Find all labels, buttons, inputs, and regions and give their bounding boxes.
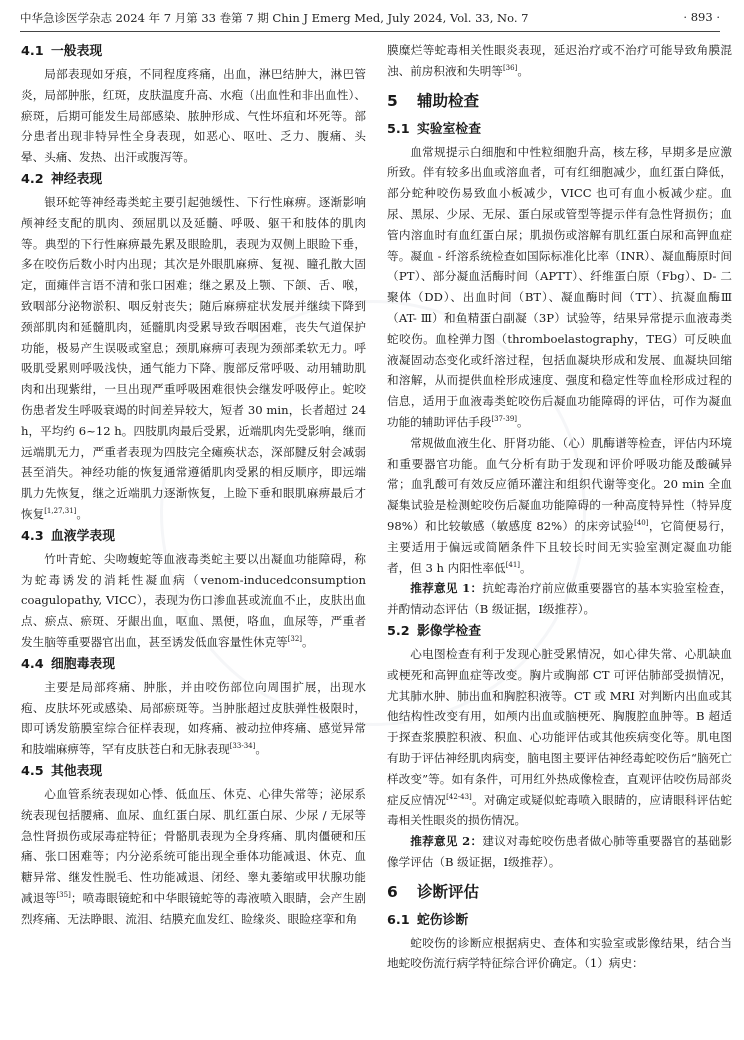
citation: [35]: [56, 890, 71, 899]
section-6-1-heading: 6.1 蛇伤诊断: [387, 912, 469, 928]
citation: [33-34]: [229, 742, 256, 751]
citation: [1,27,31]: [44, 506, 77, 515]
section-4-2-paragraph: 银环蛇等神经毒类蛇主要引起弛缓性、下行性麻痹。逐渐影响颅神经支配的肌肉、颈屈肌以及延髓、呼吸、躯干和肢体的肌肉等。典型的下行性麻痹最先累及眼睑肌，表现为双侧上眼睑下垂，多在咬伤后数小时内出现；其次是外眼肌麻痹、复视、瞳孔散大固定，面瘫伴言语不清和张口困难；继之累及上颚、下颌、舌、喉，致咽部分泌物淤积、咽反射丧失；随后麻痹症状发展并继续下降到颈部肌肉和延髓肌肉，延髓肌肉受累导致吞咽困难，丧失气道保护功能，极易产生误吸或窒息；颈肌麻痹可表现为颈部柔软无力。呼吸肌受累则呼吸浅快，通气能力下降、腹部反常呼吸、动用辅助肌肉和出现紫绀，一旦出现严重呼吸困难很快会继发呼吸停止。蛇咬伤患者发生呼吸衰竭的时间差异较大，短者 30 min，长者超过 24 h，平均约 6~12 h。四肢肌肉最后受累，近端肌肉先受影响，继而远端肌无力，严重者表现为四肢完全瘫痪状态，深部腱反射会减弱甚至消失。神经功能的恢复通常遵循肌肉受累的相反顺序，即远端肌力先恢复，继之近端肌力逐渐恢复，上睑下垂和眼肌麻痹最后才恢复[1,27,31]。: [21, 194, 366, 521]
section-4-3-heading: 4.3 血液学表现: [21, 528, 115, 544]
citation: [36]: [502, 63, 518, 72]
citation: [41]: [505, 560, 521, 569]
page-number: · 893 ·: [683, 10, 720, 24]
citation: [37-39]: [491, 414, 518, 423]
recommendation-1: 推荐意见 1：抗蛇毒治疗前应做重要器官的基本实验室检查，并酌情动态评估（B 级证据，Ⅰ级推荐）。: [387, 581, 732, 617]
right-column: [387, 40, 732, 974]
section-4-2-heading: 4.2 神经表现: [21, 171, 103, 187]
recommendation-2: 推荐意见 2：建议对毒蛇咬伤患者做心肺等重要器官的基础影像学评估（B 级证据，Ⅰ级推荐）。: [387, 834, 732, 869]
section-4-5-paragraph: 心血管系统表现如心悸、低血压、休克、心律失常等；泌尿系统表现包括腰痛、血尿、血红蛋白尿、肌红蛋白尿、少尿 / 无尿等急性肾损伤或尿毒症特征；骨骼肌表现为全身疼痛、肌肉僵硬和压痛、张口困难等；内分泌系统可能出现全垂体功能减退、休克、血糖异常、继发性脱毛、性功能减退、闭经、睾丸萎缩或甲状腺功能减退等[35]；喷毒眼镜蛇和中华眼镜蛇等的毒液喷入眼睛，会产生剧烈疼痛、无法睁眼、流泪、结膜充血发红、睑缘炎、眼睑痉挛和角: [21, 786, 366, 926]
section-5-1-paragraph-2: 常规做血液生化、肝肾功能、（心）肌酶谱等检查，评估内环境和重要器官功能。血气分析有助于发现和评价呼吸功能及酸碱异常；血乳酸可有效反应循环灌注和组织代谢等变化。20 min 全血凝集试验是检测蛇咬伤后凝血功能障碍的一种高度特异性（特异度 98%）和比较敏感（敏感度 82%）的床旁试验[40]，它简便易行，主要适用于偏远或简陋条件下且较长时间无实验室测定凝血功能者，但 3 h 内阳性率低[41]。: [387, 435, 732, 575]
section-6-heading: 6 诊断评估: [387, 882, 480, 901]
journal-line: 中华急诊医学杂志 2024 年 7 月第 33 卷第 7 期 Chin J Emerg Med, July 2024, Vol. 33, No. 7: [20, 11, 529, 25]
section-4-5-heading: 4.5 其他表现: [21, 763, 103, 779]
citation: [32]: [287, 634, 303, 643]
section-4-3-paragraph: 竹叶青蛇、尖吻蝮蛇等血液毒类蛇主要以出凝血功能障碍，称为蛇毒诱发的消耗性凝血病（venom-inducedconsumption coagulopathy, VICC），表现为伤口渗血甚或流血不止，皮肤出血点、瘀点、瘀斑、牙龈出血，呕血、黑便，咯血，血尿等，严重者发生脑等重要器官出血，甚至诱发低血容量性休克等[32]。: [21, 551, 366, 649]
section-4-4-heading: 4.4 细胞毒表现: [21, 656, 115, 672]
section-4-1-heading: 4.1 一般表现: [21, 44, 103, 59]
section-6-1-paragraph: 蛇咬伤的诊断应根据病史、查体和实验室或影像结果，结合当地蛇咬伤流行病学特征综合评价确定。（1）病史：: [387, 935, 732, 971]
header-rule: [20, 31, 720, 32]
section-5-1-paragraph-1: 血常规提示白细胞和中性粒细胞升高，核左移，早期多是应激所致。伴有较多出血或溶血者，可有红细胞减少，血红蛋白降低，部分蛇种咬伤易致血小板减少，VICC 也可有血小板减少症。血尿、黑尿、少尿、无尿、蛋白尿或管型等提示伴有急性肾损伤；血管内溶血时有血红蛋白尿；肌损伤或溶解有肌红蛋白尿和高钾血症等。凝血 - 纤溶系统检查如国际标准化比率（INR）、凝血酶原时间（PT）、部分凝血活酶时间（APTT）、纤维蛋白原（Fbg）、D- 二聚体（DD）、出血时间（BT）、凝血酶时间（TT）、抗凝血酶Ⅲ（AT- Ⅲ）和鱼精蛋白副凝（3P）试验等，结果异常提示血液毒类蛇咬伤。血栓弹力图（thromboelastography，TEG）可反映血液凝固动态变化或纤溶过程，包括血凝块形成和发展、血凝块回缩和溶解，从而提供血栓形成速度、强度和稳定性等血栓形成过程的信息，适用于血液毒类蛇咬伤后凝血功能障碍的评估，可作为凝血功能的辅助评估手段[37-39]。: [387, 144, 732, 429]
left-column: [21, 40, 366, 929]
citation: [42-43]: [446, 792, 472, 801]
section-4-1-paragraph: 局部表现如牙痕，不同程度疼痛，出血，淋巴结肿大，淋巴管炎，局部肿胀，红斑，皮肤温度升高、水疱（出血性和非出血性）、瘀斑，后期可能发生局部感染、脓肿形成、气性坏疽和坏死等。部分患者出现非特异性全身表现，如恶心、呕吐、乏力、腹痛、头晕、头痛、发热、出汗或腹泻等。: [21, 67, 366, 165]
citation: [40]: [634, 518, 649, 527]
section-5-2-heading: 5.2 影像学检查: [387, 623, 481, 639]
section-4-4-paragraph: 主要是局部疼痛、肿胀，并由咬伤部位向周围扩展，出现水疱、皮肤坏死或感染、局部瘀斑等。当肿胀超过皮肤弹性极限时，即可诱发筋膜室综合征样表现，如疼痛、被动拉伸疼痛、感觉异常和肢端麻痹等，罕有皮肤苍白和无脉表现[33-34]。: [21, 679, 366, 757]
continued-paragraph: 膜糜烂等蛇毒相关性眼炎表现，延迟治疗或不治疗可能导致角膜混浊、前房积液和失明等[36]。: [387, 43, 732, 78]
section-5-1-heading: 5.1 实验室检查: [387, 121, 481, 137]
running-header: [20, 10, 720, 26]
section-5-2-paragraph: 心电图检查有利于发现心脏受累情况，如心律失常、心肌缺血或梗死和高钾血症等改变。胸片或胸部 CT 可评估肺部受损情况，尤其肺水肿、肺出血和胸腔积液等。CT 或 MRI 对判断内出血或其他结构性改变有用，如颅内出血或脑梗死、胸腹腔血肿等。B 超适于探查浆膜腔积液、积血、心功能评估或其他疾病变化等。肌电图有助于评估神经肌肉病变，脑电图主要评估神经毒蛇咬伤后“脑死亡样改变”等。如有条件，可用红外热成像检查，直观评估咬伤局部炎症反应情况[42-43]。对确定或疑似蛇毒喷入眼睛的，应请眼科评估蛇毒相关性眼炎的损伤情况。: [387, 646, 732, 828]
section-5-heading: 5 辅助检查: [387, 91, 480, 110]
